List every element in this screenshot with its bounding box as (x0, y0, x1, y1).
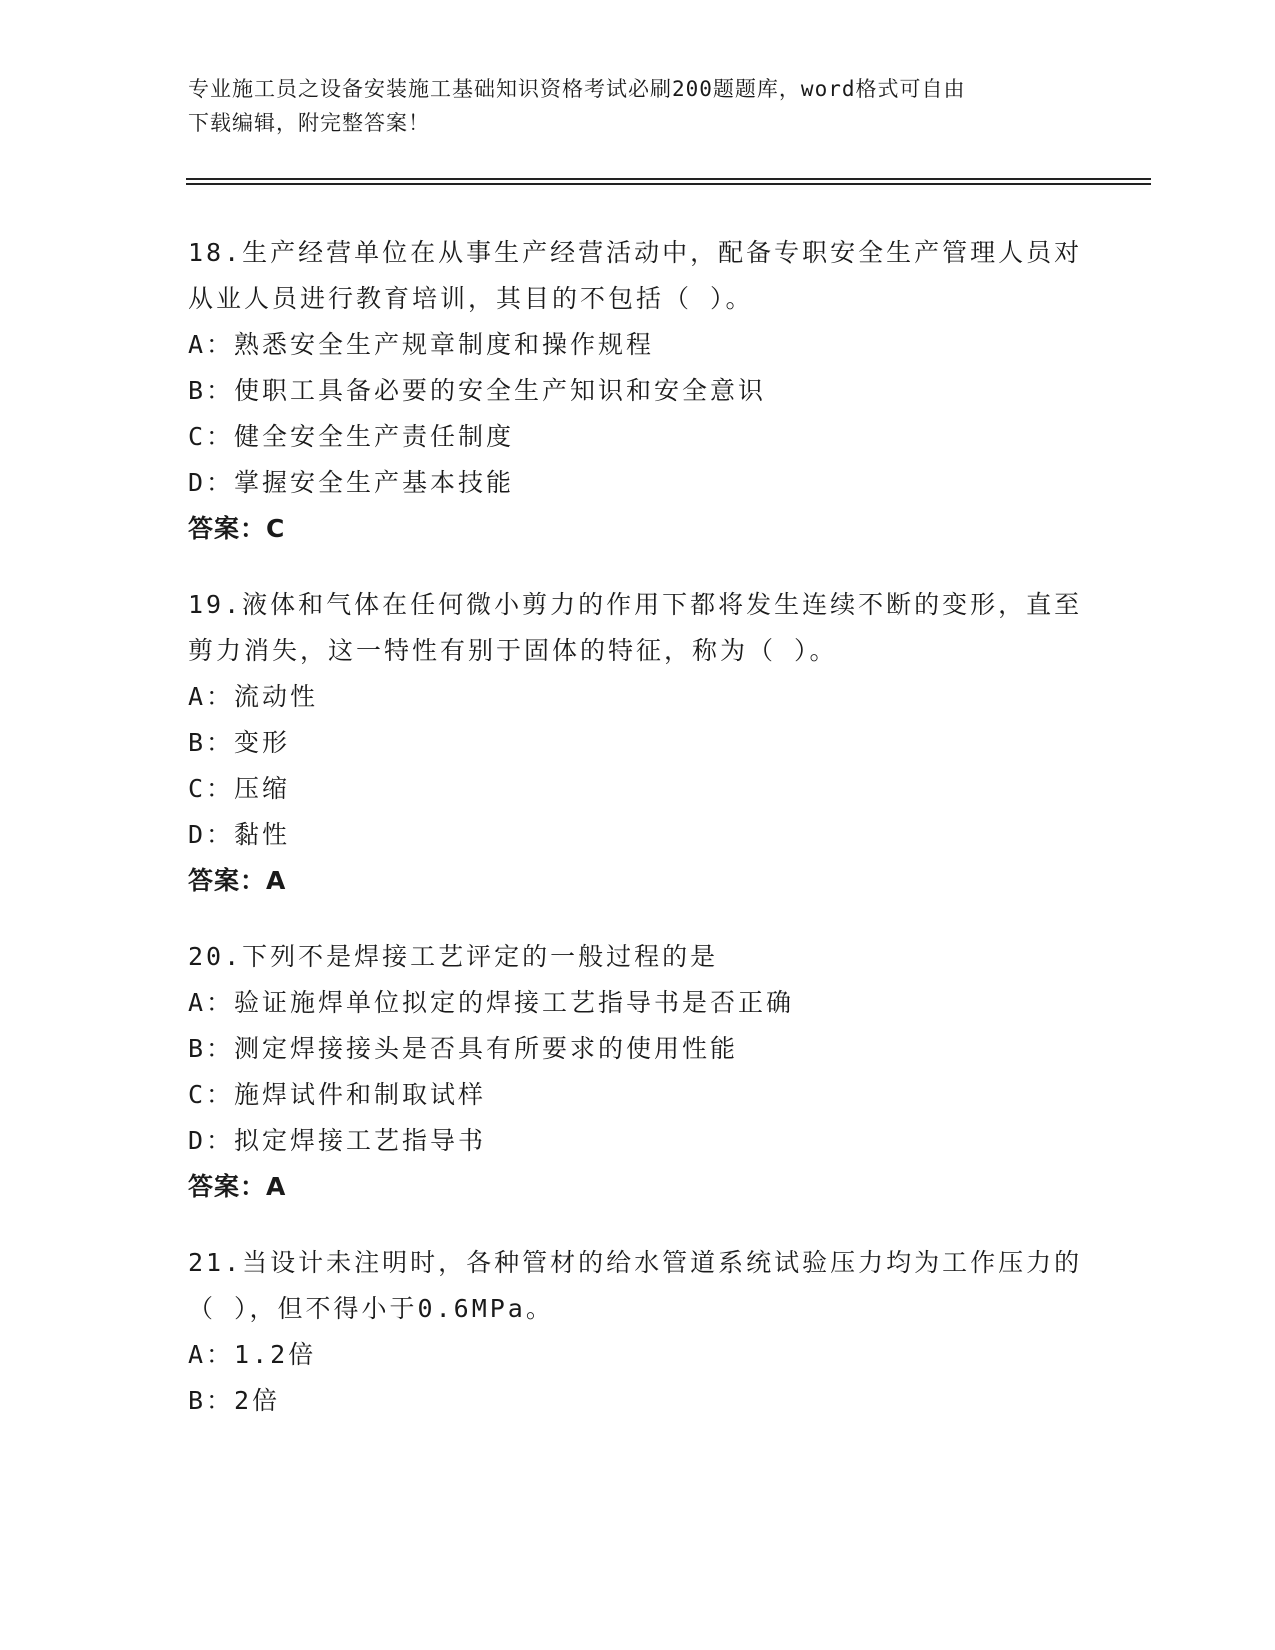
answer: 答案：C (188, 514, 286, 543)
option-d: D：黏性 (188, 820, 291, 849)
option-a: A：熟悉安全生产规章制度和操作规程 (188, 330, 655, 359)
option-c: C：健全安全生产责任制度 (188, 422, 515, 451)
question-21 (188, 1240, 1088, 1424)
question-list (188, 230, 1088, 1454)
question-text: 19.液体和气体在任何微小剪力的作用下都将发生连续不断的变形，直至剪力消失，这一特性有别于固体的特征，称为（ ）。 (188, 590, 1083, 665)
option-b: B：使职工具备必要的安全生产知识和安全意识 (188, 376, 767, 405)
answer: 答案：A (188, 1172, 287, 1201)
question-text: 18.生产经营单位在从事生产经营活动中，配备专职安全生产管理人员对从业人员进行教育培训，其目的不包括（ ）。 (188, 238, 1083, 313)
header-divider-top (186, 178, 1151, 180)
option-b: B：变形 (188, 728, 291, 757)
option-d: D：拟定焊接工艺指导书 (188, 1126, 487, 1155)
answer: 答案：A (188, 866, 287, 895)
header-divider-bottom (186, 183, 1151, 185)
option-a: A：验证施焊单位拟定的焊接工艺指导书是否正确 (188, 988, 795, 1017)
header-title-line-2: 下载编辑，附完整答案！ (188, 111, 430, 135)
option-c: C：压缩 (188, 774, 291, 803)
option-b: B：测定焊接接头是否具有所要求的使用性能 (188, 1034, 739, 1063)
question-19 (188, 582, 1088, 904)
question-18 (188, 230, 1088, 552)
document-header (188, 72, 1088, 140)
question-text: 20.下列不是焊接工艺评定的一般过程的是 (188, 942, 719, 971)
question-20 (188, 934, 1088, 1210)
option-a: A：流动性 (188, 682, 319, 711)
header-title-line-1: 专业施工员之设备安装施工基础知识资格考试必刷200题题库，word格式可自由 (188, 77, 966, 101)
option-c: C：施焊试件和制取试样 (188, 1080, 487, 1109)
option-a: A：1.2倍 (188, 1340, 317, 1369)
option-d: D：掌握安全生产基本技能 (188, 468, 515, 497)
question-text: 21.当设计未注明时，各种管材的给水管道系统试验压力均为工作压力的（ ），但不得小于0.6MPa。 (188, 1248, 1083, 1323)
option-b: B：2倍 (188, 1386, 281, 1415)
